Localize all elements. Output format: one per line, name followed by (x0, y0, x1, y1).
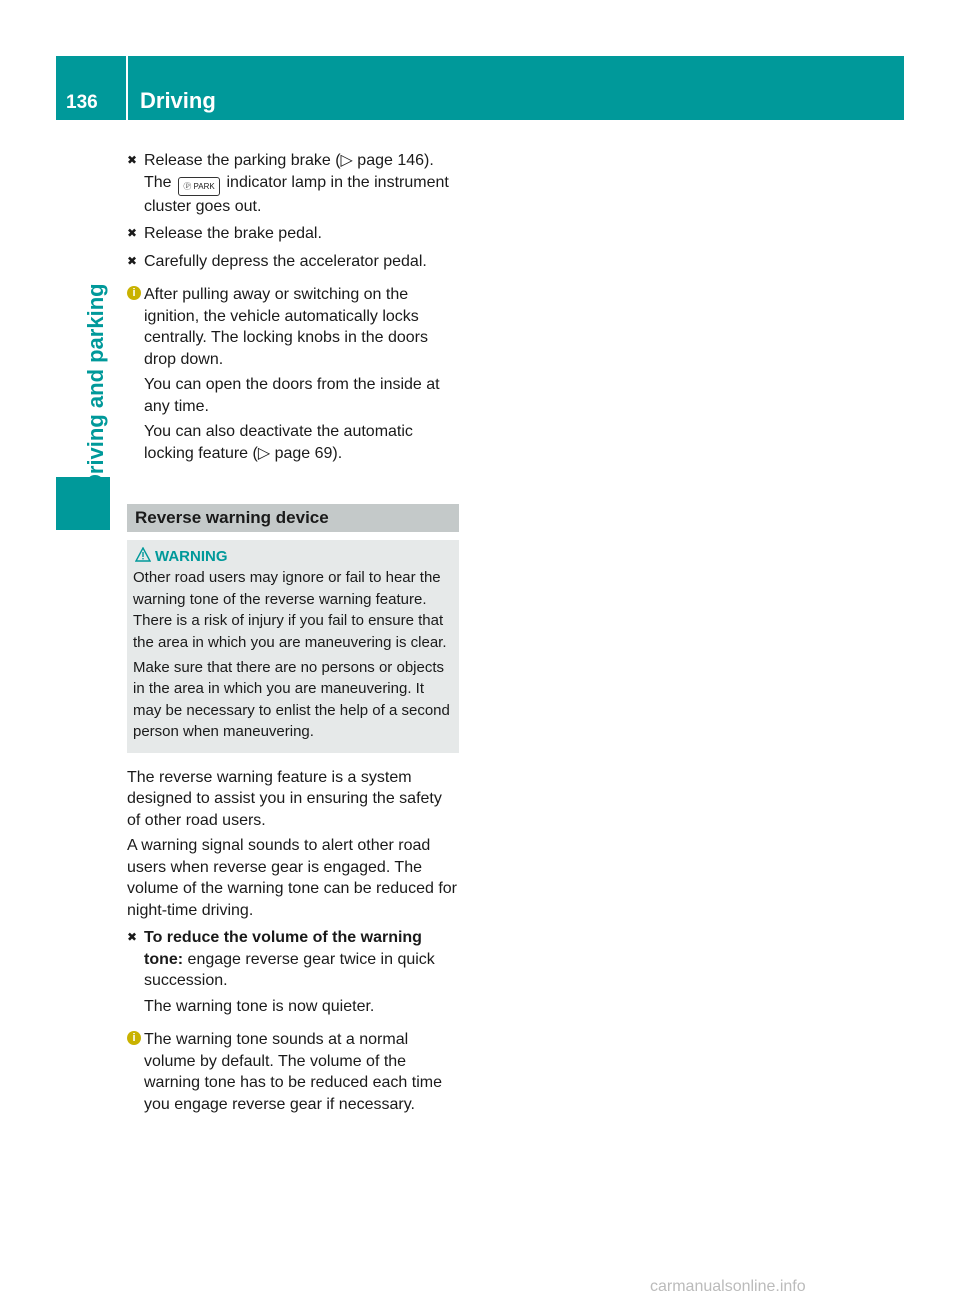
watermark: carmanualsonline.info (650, 1278, 806, 1295)
info-icon: i (127, 1031, 141, 1045)
park-lamp-after: indicator lamp in the instrument cluster goes out. (144, 173, 449, 215)
step-release-parking-brake (127, 150, 459, 217)
step-arrow-icon: ✖ (127, 253, 138, 268)
step-text: Release the parking brake (▷ page 146). (144, 152, 434, 169)
step-arrow-icon: ✖ (127, 153, 138, 167)
header-divider (126, 56, 128, 120)
warning-triangle-icon (135, 547, 151, 563)
info-icon: i (127, 286, 141, 300)
step-text: Carefully depress the accelerator pedal. (144, 252, 427, 270)
chapter-label-wrap (56, 120, 110, 500)
step-text: Release the brake pedal. (144, 225, 322, 242)
body-paragraph: A warning signal sounds to alert other road users when reverse gear is engaged. The volume of the warning tone can be reduced for night-time driving. (127, 837, 457, 919)
park-lamp-before: The (144, 173, 172, 191)
park-indicator-icon: Ⓟ PARK (178, 177, 220, 196)
warning-title: WARNING (155, 548, 228, 565)
note-paragraph: You can open the doors from the inside at any time. (144, 376, 440, 415)
section-title: Driving (140, 88, 216, 113)
note-paragraph: After pulling away or switching on the ignition, the vehicle automatically locks centrally. The locking knobs in the doors drop down. (144, 286, 429, 368)
warning-title-row (133, 546, 451, 567)
step-arrow-icon: ✖ (127, 226, 138, 240)
info-note-locking (127, 284, 459, 464)
step-release-brake-pedal (127, 223, 459, 245)
body-paragraph: The reverse warning feature is a system designed to assist you in ensuring the safety of other road users. (127, 768, 442, 829)
warning-paragraph: Make sure that there are no persons or objects in the area in which you are maneuvering. It may be necessary to enlist the help of a second person when maneuvering. (133, 659, 450, 741)
warning-box (127, 540, 459, 753)
step-result: The warning tone is now quieter. (144, 997, 375, 1015)
section-heading: Reverse warning device (127, 504, 459, 532)
warning-paragraph: Other road users may ignore or fail to hear the warning tone of the reverse warning feature. There is a risk of injury if you fail to ensure that the area in which you are maneuvering is clear. (133, 569, 447, 651)
note-paragraph: The warning tone sounds at a normal volume by default. The volume of the warning tone has to be reduced each time you engage reverse gear if necessary. (144, 1031, 442, 1113)
step-reduce-volume (127, 927, 459, 1017)
content-column (127, 150, 459, 1119)
step-text: engage reverse gear twice in quick succession. (144, 950, 435, 990)
page-number: 136 (66, 92, 98, 113)
chapter-label: Driving and parking (83, 283, 108, 490)
note-paragraph: You can also deactivate the automatic locking feature (▷ page 69). (144, 423, 413, 462)
info-note-volume (127, 1029, 459, 1115)
step-depress-accelerator (127, 251, 459, 273)
step-label: To reduce the volume of the warning tone: (144, 929, 422, 968)
step-arrow-icon: ✖ (127, 930, 138, 945)
